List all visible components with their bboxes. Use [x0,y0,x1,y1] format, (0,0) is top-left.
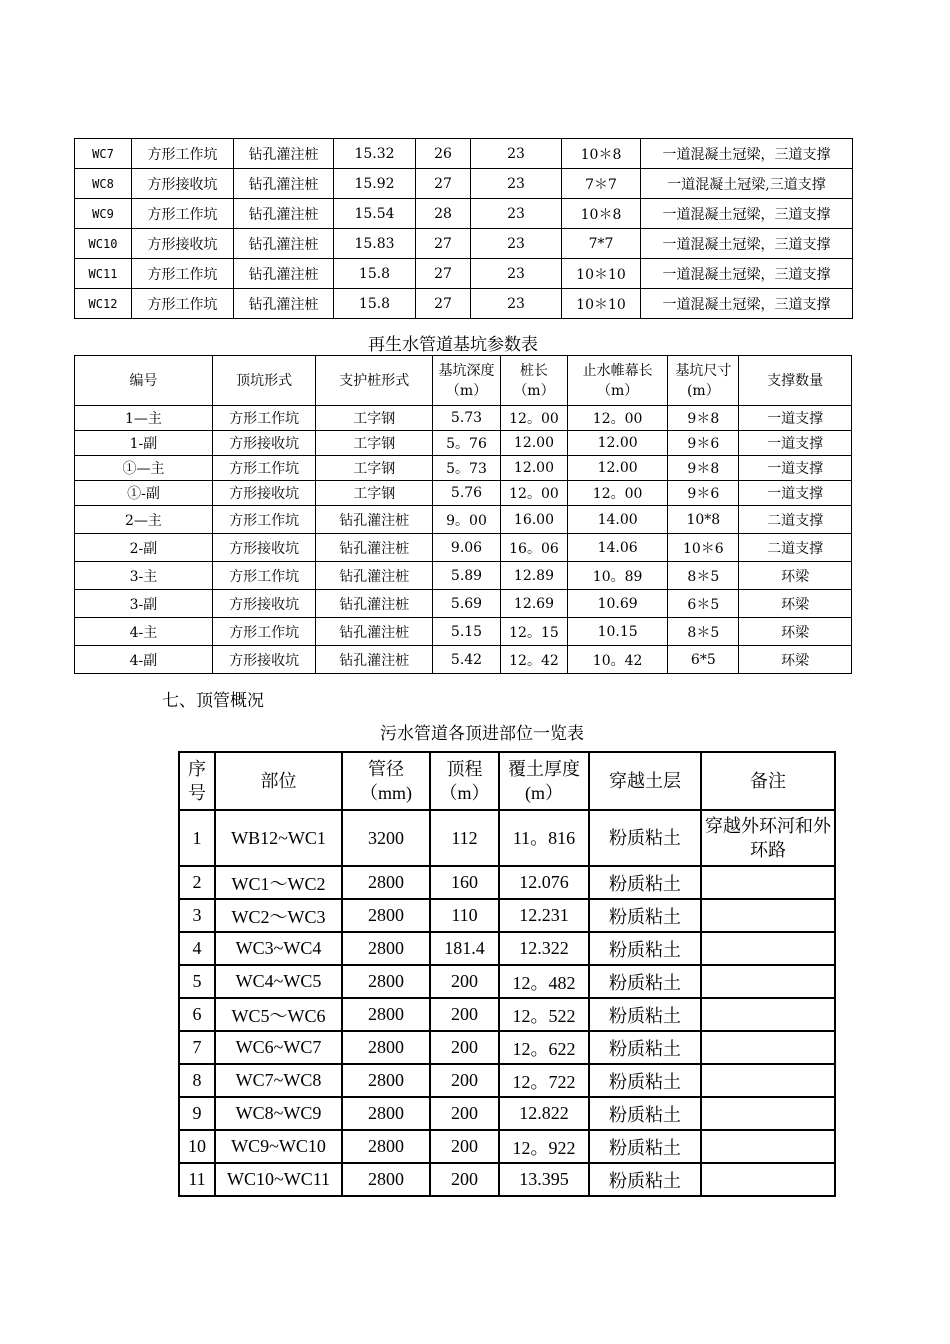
table-cell: 环梁 [739,590,852,618]
table-cell: 钻孔灌注桩 [316,534,433,562]
table-cell: 2800 [342,1031,430,1064]
table-cell: 一道支撑 [739,481,852,506]
table-cell: 5.73 [433,406,501,431]
table-cell: ①-副 [75,481,213,506]
table-cell: 12。622 [499,1031,589,1064]
table-cell: 160 [430,866,499,899]
table-cell: 10.15 [567,618,667,646]
table-cell: 200 [430,1130,499,1163]
table-cell [701,1097,835,1130]
table-cell: 12.231 [499,899,589,932]
table-cell: 一道混凝土冠梁，三道支撑 [641,259,853,289]
table-cell: 9＊8 [668,456,739,481]
table-cell: 12.00 [500,431,567,456]
table-cell: 5。73 [433,456,501,481]
table-cell: 1—主 [75,406,213,431]
table-row [179,866,835,899]
table-cell: 方形工作坑 [132,289,234,319]
table-cell: 方形接收坑 [132,169,234,199]
table-row [75,506,852,534]
table-cell: 11 [179,1163,215,1196]
table-cell: 2800 [342,1130,430,1163]
table-cell: WC8 [75,169,132,199]
column-header: 穿越土层 [589,752,701,810]
table-cell: 2 [179,866,215,899]
table-cell: 方形工作坑 [132,139,234,169]
table-cell: 23 [471,229,562,259]
column-header: 顶程（m） [430,752,499,810]
table-cell: 9＊8 [668,406,739,431]
table-cell: 钻孔灌注桩 [234,199,334,229]
table-cell: 23 [471,169,562,199]
table-cell: 15.8 [334,259,416,289]
table-cell: 16.00 [500,506,567,534]
table-cell: WB12~WC1 [215,810,342,866]
table-cell: 1-副 [75,431,213,456]
table-cell: 粉质粘土 [589,932,701,965]
table-cell: 12.00 [567,431,667,456]
table-cell: WC6~WC7 [215,1031,342,1064]
table-cell: 环梁 [739,646,852,674]
table-cell: 方形工作坑 [132,199,234,229]
table-cell [701,965,835,998]
table-cell: 28 [416,199,471,229]
table-row [75,259,853,289]
table-row [75,199,853,229]
table-cell: 工字钢 [316,431,433,456]
table-row [179,810,835,866]
table-cell: 181.4 [430,932,499,965]
table-cell: 环梁 [739,618,852,646]
table-cell [701,1064,835,1097]
table-cell: 23 [471,289,562,319]
column-header: 止水帷幕长（m） [567,356,667,406]
table-cell: 穿越外环河和外环路 [701,810,835,866]
table-row [179,1097,835,1130]
table-cell: 12。42 [500,646,567,674]
reclaimed-water-table-body [75,356,852,674]
table-cell: 5.42 [433,646,501,674]
table-cell: WC9~WC10 [215,1130,342,1163]
table-cell: 15.8 [334,289,416,319]
table-cell: 粉质粘土 [589,998,701,1031]
table-row [75,139,853,169]
table-cell: 10＊10 [562,289,641,319]
table-cell: 15.92 [334,169,416,199]
table-cell: 15.54 [334,199,416,229]
table-cell: 方形接收坑 [212,534,315,562]
table-cell: WC7~WC8 [215,1064,342,1097]
table-cell: 2800 [342,899,430,932]
column-header: 支护桩形式 [316,356,433,406]
table-cell: 2—主 [75,506,213,534]
table-row [75,406,852,431]
table-cell: 方形工作坑 [212,456,315,481]
table-row [179,1130,835,1163]
table-cell: 2-副 [75,534,213,562]
table-cell: 钻孔灌注桩 [234,289,334,319]
table-cell: 1 [179,810,215,866]
table-row [179,965,835,998]
table-cell: 12.322 [499,932,589,965]
table-cell: 二道支撑 [739,534,852,562]
table-cell: 11。816 [499,810,589,866]
table-cell: 12。00 [500,481,567,506]
table-row [179,1163,835,1196]
table-cell: 3200 [342,810,430,866]
table-cell: 一道混凝土冠梁，三道支撑 [641,139,853,169]
pit-table-body [75,139,853,319]
table-cell: 6 [179,998,215,1031]
column-header: 部位 [215,752,342,810]
table-cell: 12。00 [567,406,667,431]
table-cell: 12。00 [567,481,667,506]
table-cell [701,866,835,899]
table-cell: 16。06 [500,534,567,562]
table-cell: 12.00 [567,456,667,481]
table-cell: 5.69 [433,590,501,618]
table-cell: 钻孔灌注桩 [234,229,334,259]
table-cell: 7＊7 [562,169,641,199]
sewage-jacking-table [178,751,836,1197]
table-cell: 4-主 [75,618,213,646]
table-cell: 钻孔灌注桩 [316,506,433,534]
table-cell [701,998,835,1031]
table-cell: 27 [416,169,471,199]
table-cell: 200 [430,1064,499,1097]
table-cell: 23 [471,139,562,169]
table-cell: 5.15 [433,618,501,646]
table-row [75,289,853,319]
table-cell: 粉质粘土 [589,965,701,998]
header-row [75,356,852,406]
table-cell: 12.822 [499,1097,589,1130]
table-cell [701,1031,835,1064]
table-cell: 9＊6 [668,481,739,506]
table-cell: 粉质粘土 [589,866,701,899]
table-cell: 方形工作坑 [132,259,234,289]
table-cell: 方形接收坑 [212,646,315,674]
table-cell: 27 [416,229,471,259]
header-row [179,752,835,810]
column-header: 编号 [75,356,213,406]
table-cell: 110 [430,899,499,932]
table-cell: 3-主 [75,562,213,590]
table-cell: 12.89 [500,562,567,590]
table-row [75,456,852,481]
table-cell: 6＊5 [668,590,739,618]
table-cell [701,932,835,965]
table-cell: 23 [471,259,562,289]
table-cell: 3 [179,899,215,932]
table-cell: WC1～WC2 [215,866,342,899]
sewage-jacking-table-body [179,752,835,1196]
table-cell: 14.06 [567,534,667,562]
table-cell: 5。76 [433,431,501,456]
table-cell: 4-副 [75,646,213,674]
table-cell: 钻孔灌注桩 [316,646,433,674]
table-cell: 200 [430,998,499,1031]
column-header: 序号 [179,752,215,810]
table-row [75,431,852,456]
table-cell: 粉质粘土 [589,1064,701,1097]
sewage-jacking-table-caption: 污水管道各顶进部位一览表 [380,724,584,744]
table-cell: 10＊10 [562,259,641,289]
table-cell: 12.00 [500,456,567,481]
table-cell: 5.89 [433,562,501,590]
table-cell: 粉质粘土 [589,1163,701,1196]
table-cell: 方形工作坑 [212,506,315,534]
column-header: 基坑尺寸(m） [668,356,739,406]
table-cell: 2800 [342,932,430,965]
table-cell: 2800 [342,1163,430,1196]
table-cell: 6*5 [668,646,739,674]
table-cell: 粉质粘土 [589,899,701,932]
table-cell: 14.00 [567,506,667,534]
table-cell: WC4~WC5 [215,965,342,998]
table-cell: 12。00 [500,406,567,431]
table-cell: 12。522 [499,998,589,1031]
table-cell: 钻孔灌注桩 [316,590,433,618]
table-row [75,169,853,199]
table-cell: 12.076 [499,866,589,899]
table-cell: 一道混凝土冠梁，三道支撑 [641,289,853,319]
table-cell: 12。722 [499,1064,589,1097]
table-cell: 钻孔灌注桩 [316,562,433,590]
table-row [75,481,852,506]
table-cell: 方形工作坑 [212,406,315,431]
table-cell: 7*7 [562,229,641,259]
column-header: 管径（mm) [342,752,430,810]
column-header: 顶坑形式 [212,356,315,406]
column-header: 支撑数量 [739,356,852,406]
table-row [179,899,835,932]
table-cell: 钻孔灌注桩 [234,139,334,169]
table-cell: 方形接收坑 [212,431,315,456]
table-cell: 27 [416,259,471,289]
table-cell: 一道支撑 [739,431,852,456]
table-cell: 10＊8 [562,139,641,169]
table-cell [701,1130,835,1163]
table-cell: 4 [179,932,215,965]
table-cell: 12.69 [500,590,567,618]
table-cell: 13.395 [499,1163,589,1196]
table-cell: 一道支撑 [739,406,852,431]
table-cell: 12。482 [499,965,589,998]
table-row [75,534,852,562]
table-row [75,646,852,674]
table-cell: WC12 [75,289,132,319]
table-cell: 方形工作坑 [212,618,315,646]
table-cell: 23 [471,199,562,229]
table-cell: 15.83 [334,229,416,259]
table-cell: 方形接收坑 [212,481,315,506]
table-cell: 粉质粘土 [589,1130,701,1163]
table-cell: 10。89 [567,562,667,590]
table-cell: 10。42 [567,646,667,674]
table-cell: WC9 [75,199,132,229]
table-cell: ①—主 [75,456,213,481]
table-row [75,618,852,646]
table-cell: 10*8 [668,506,739,534]
table-cell: 112 [430,810,499,866]
table-cell: 钻孔灌注桩 [234,259,334,289]
table-cell: WC10 [75,229,132,259]
table-cell: 一道混凝土冠梁，三道支撑 [641,229,853,259]
table-row [179,998,835,1031]
table-cell: 钻孔灌注桩 [234,169,334,199]
table-cell: 5 [179,965,215,998]
table-cell: 2800 [342,1097,430,1130]
table-cell: WC10~WC11 [215,1163,342,1196]
table-cell: 钻孔灌注桩 [316,618,433,646]
table-cell: 9＊6 [668,431,739,456]
table-cell: 7 [179,1031,215,1064]
table-cell: 15.32 [334,139,416,169]
table-row [179,932,835,965]
table-cell: 8＊5 [668,562,739,590]
table-cell: 粉质粘土 [589,810,701,866]
table-cell: 10.69 [567,590,667,618]
column-header: 基坑深度（m） [433,356,501,406]
section-heading: 七、顶管概况 [162,691,264,711]
table-cell: 27 [416,289,471,319]
column-header: 备注 [701,752,835,810]
table-cell: WC11 [75,259,132,289]
table-cell: WC5～WC6 [215,998,342,1031]
table-cell: 12。922 [499,1130,589,1163]
column-header: 覆土厚度(m） [499,752,589,810]
table-cell: 2800 [342,965,430,998]
table-cell: 2800 [342,998,430,1031]
table-cell: 200 [430,1163,499,1196]
table-cell [701,899,835,932]
table-cell [701,1163,835,1196]
table-row [75,590,852,618]
table-cell: 二道支撑 [739,506,852,534]
table-cell: WC7 [75,139,132,169]
table-cell: 方形接收坑 [132,229,234,259]
table-row [75,229,853,259]
table-row [179,1064,835,1097]
table-cell: 200 [430,1097,499,1130]
table-cell: 3-副 [75,590,213,618]
table-cell: 10 [179,1130,215,1163]
table-cell: 2800 [342,866,430,899]
reclaimed-water-table-caption: 再生水管道基坑参数表 [368,335,538,355]
table-cell: 方形工作坑 [212,562,315,590]
table-row [75,562,852,590]
table-cell: 粉质粘土 [589,1097,701,1130]
table-cell: 一道支撑 [739,456,852,481]
table-cell: 9 [179,1097,215,1130]
table-cell: 10＊8 [562,199,641,229]
table-cell: 9。00 [433,506,501,534]
table-cell: 10＊6 [668,534,739,562]
table-cell: 8 [179,1064,215,1097]
table-cell: WC8~WC9 [215,1097,342,1130]
table-cell: WC3~WC4 [215,932,342,965]
table-cell: 环梁 [739,562,852,590]
table-cell: 工字钢 [316,456,433,481]
reclaimed-water-pit-table [74,355,852,674]
table-cell: 200 [430,965,499,998]
table-cell: 8＊5 [668,618,739,646]
table-cell: 26 [416,139,471,169]
table-cell: 方形接收坑 [212,590,315,618]
table-cell: WC2～WC3 [215,899,342,932]
table-cell: 200 [430,1031,499,1064]
table-cell: 2800 [342,1064,430,1097]
table-cell: 12。15 [500,618,567,646]
table-cell: 5.76 [433,481,501,506]
pit-table-continued [74,138,853,319]
table-cell: 一道混凝土冠梁，三道支撑 [641,199,853,229]
table-cell: 一道混凝土冠梁,三道支撑 [641,169,853,199]
table-cell: 粉质粘土 [589,1031,701,1064]
column-header: 桩长（m） [500,356,567,406]
table-row [179,1031,835,1064]
table-cell: 工字钢 [316,481,433,506]
table-cell: 工字钢 [316,406,433,431]
table-cell: 9.06 [433,534,501,562]
